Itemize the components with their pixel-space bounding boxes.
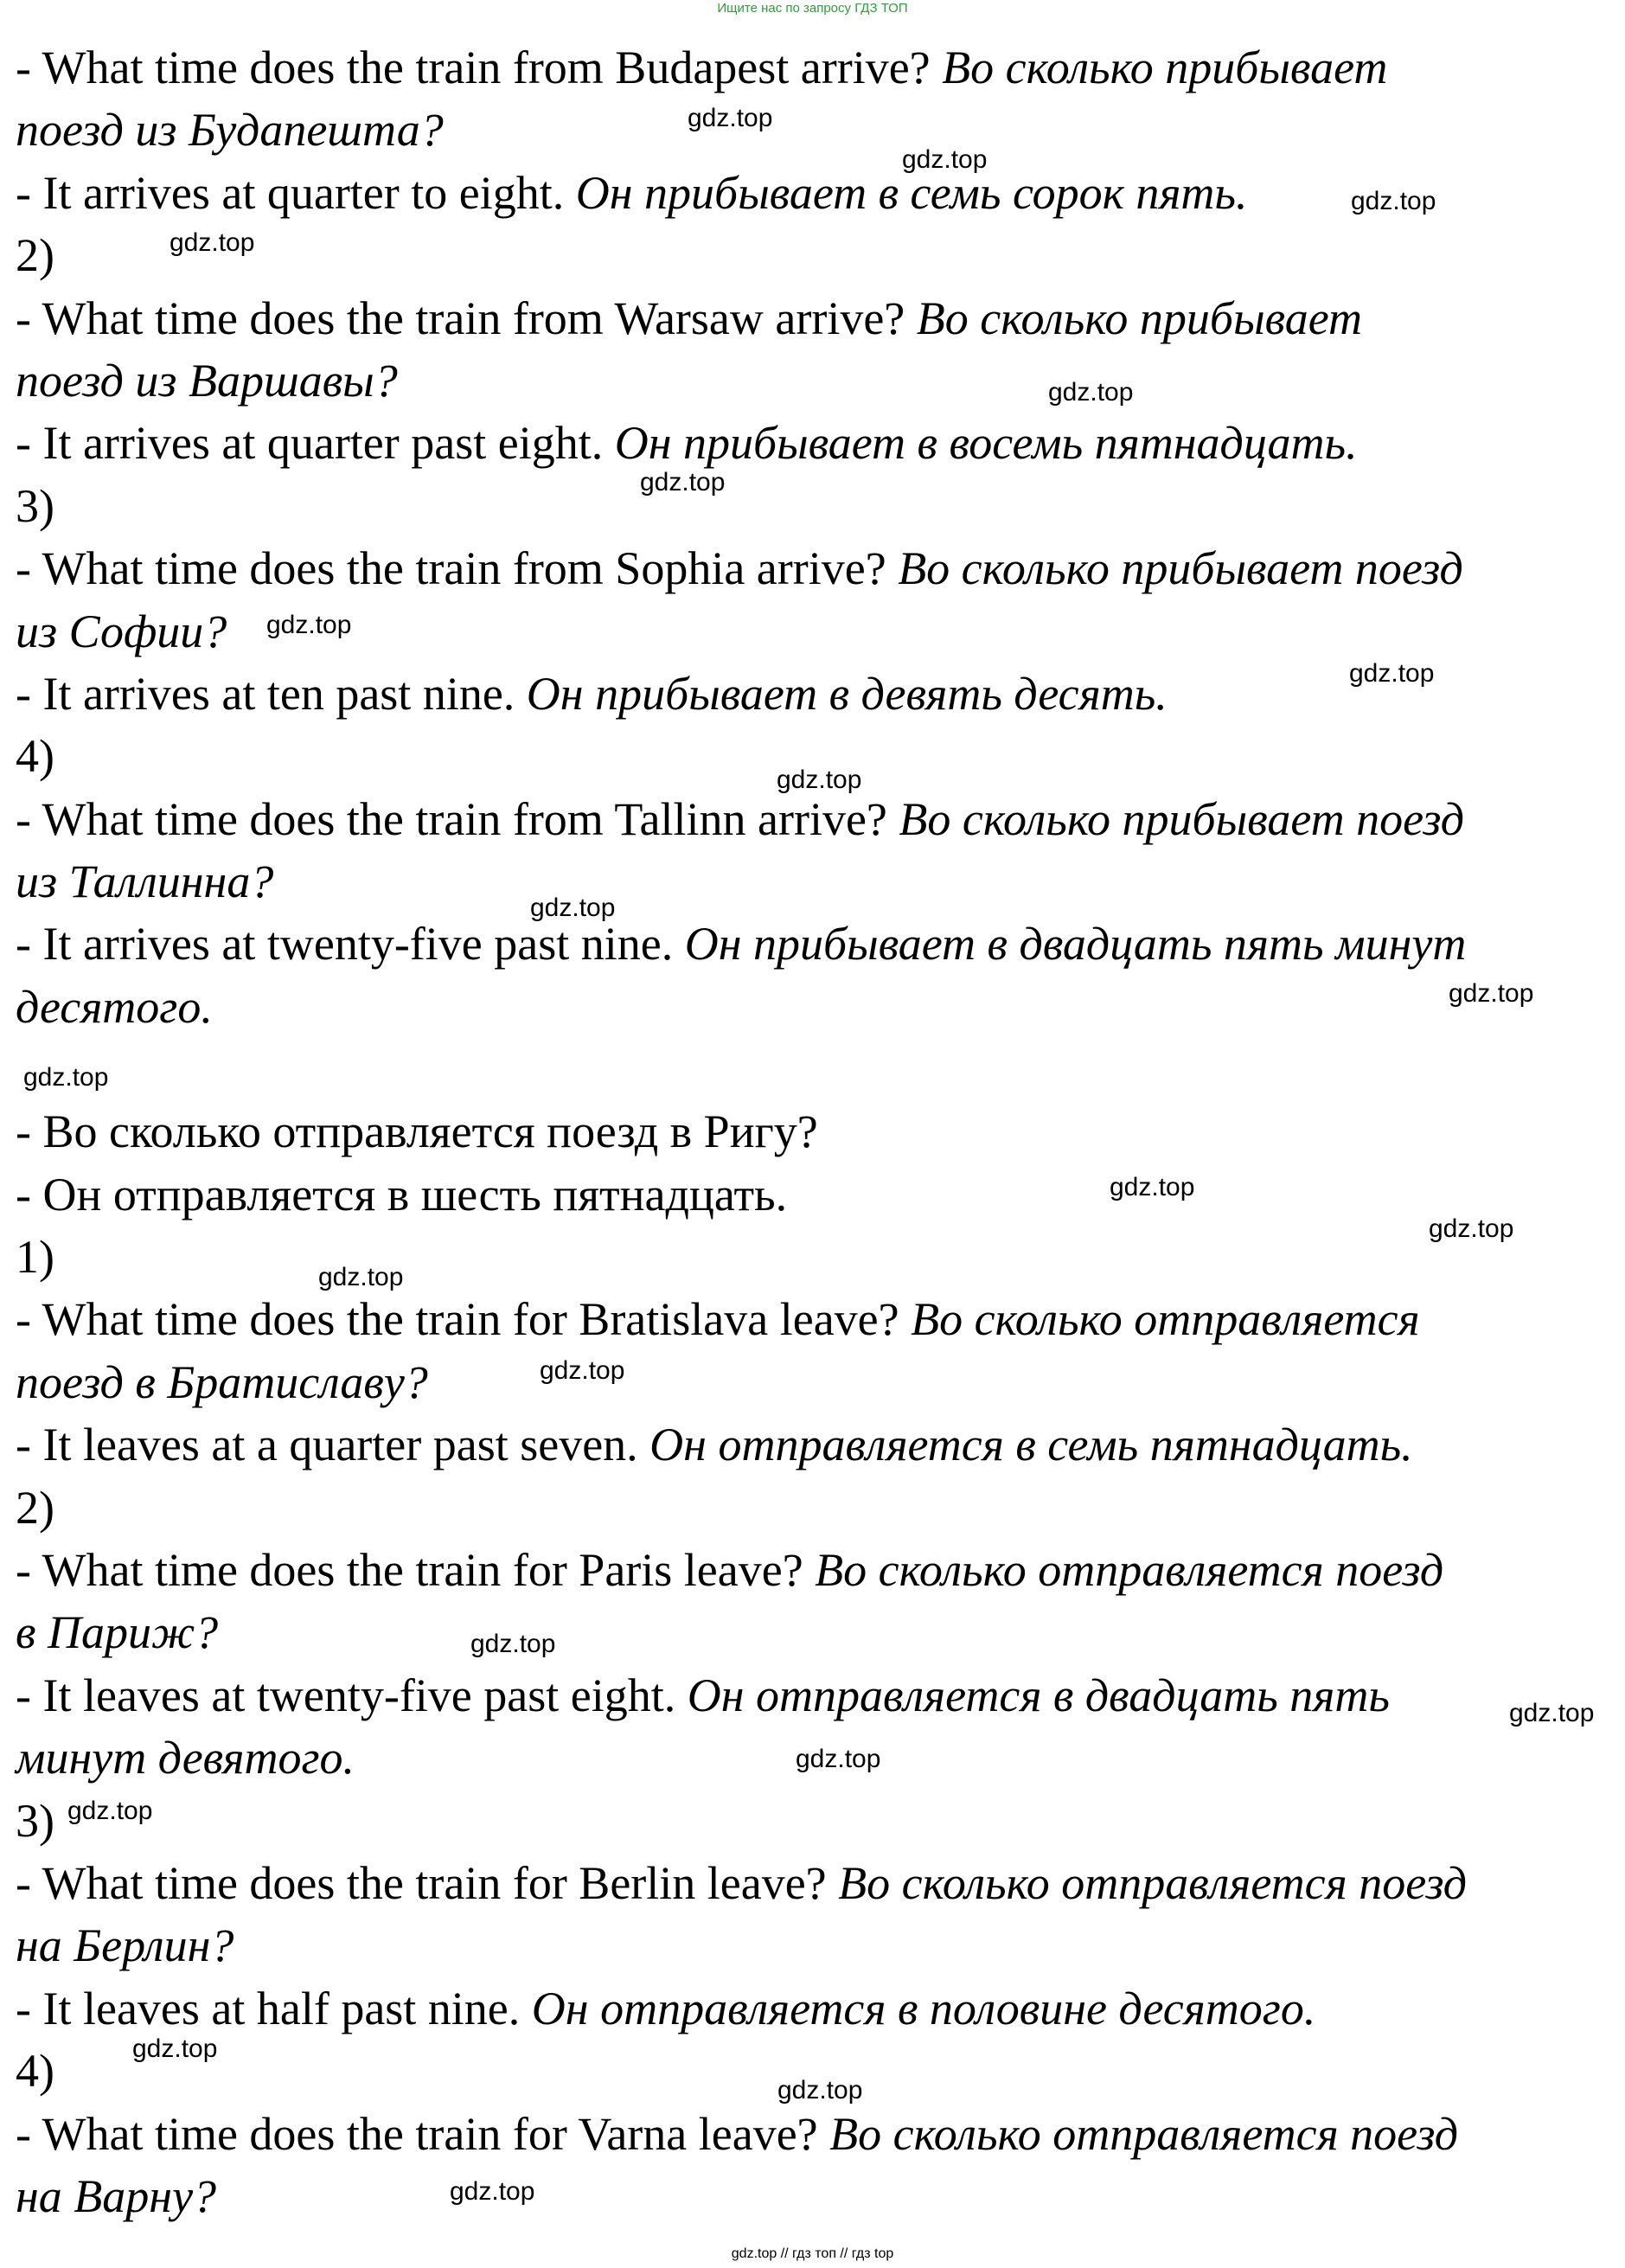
watermark: gdz.top [640, 468, 726, 497]
list-number: 3) [16, 479, 54, 532]
text-line: на Варну? [16, 2169, 217, 2222]
list-number: 3) [16, 1794, 54, 1847]
text-line: на Берлин? [16, 1919, 234, 1972]
text-line: - What time does the train from Tallinn arrive? Во сколько прибывает поезд [16, 792, 1465, 845]
text-line: поезд в Братиславу? [16, 1355, 428, 1408]
watermark: gdz.top [777, 766, 862, 794]
text-line: в Париж? [16, 1606, 219, 1659]
watermark: gdz.top [902, 145, 988, 174]
watermark: gdz.top [132, 2034, 218, 2063]
footer-watermark: gdz.top // гдз топ // гдз top [731, 2246, 894, 2261]
text-line: - What time does the train from Sophia arrive? Во сколько прибывает поезд [16, 542, 1463, 595]
text-line: - What time does the train for Varna leave? Во сколько отправляется поезд [16, 2107, 1459, 2160]
list-number: 4) [16, 2045, 54, 2098]
watermark: gdz.top [470, 1630, 556, 1658]
list-number: 1) [16, 1231, 54, 1284]
watermark: gdz.top [1449, 979, 1534, 1008]
watermark: gdz.top [540, 1356, 625, 1385]
watermark: gdz.top [530, 894, 616, 922]
watermark: gdz.top [450, 2177, 535, 2206]
watermark: gdz.top [23, 1063, 109, 1092]
text-line: - It arrives at ten past nine. Он прибывает в девять десять. [16, 667, 1168, 720]
text-line: - What time does the train from Budapest arrive? Во сколько прибывает [16, 42, 1388, 93]
text-line: - What time does the train for Paris leave? Во сколько отправляется поезд [16, 1543, 1444, 1596]
text-line: десятого. [16, 980, 213, 1033]
text-line: - It arrives at quarter to eight. Он прибывает в семь сорок пять. [16, 166, 1248, 219]
text-line: - What time does the train for Bratislava leave? Во сколько отправляется [16, 1293, 1420, 1346]
text-line: из Софии? [16, 605, 227, 657]
blank-line [16, 1038, 1615, 1100]
text-line: - What time does the train for Berlin leave? Во сколько отправляется поезд [16, 1856, 1468, 1909]
text-line: минут девятого. [16, 1732, 355, 1784]
text-line: - It leaves at twenty-five past eight. Он отправляется в двадцать пять [16, 1669, 1390, 1721]
watermark: gdz.top [318, 1263, 404, 1291]
watermark: gdz.top [170, 228, 255, 257]
watermark: gdz.top [777, 2076, 863, 2105]
text-line: поезд из Будапешта? [16, 104, 444, 157]
watermark: gdz.top [1509, 1699, 1595, 1727]
list-number: 2) [16, 229, 54, 282]
text-line: - Он отправляется в шесть пятнадцать. [16, 1168, 788, 1220]
watermark: gdz.top [1351, 187, 1436, 215]
watermark: gdz.top [1349, 659, 1435, 688]
text-line: - Во сколько отправляется поезд в Ригу? [16, 1105, 818, 1158]
text-line: - It leaves at a quarter past seven. Он отправляется в семь пятнадцать. [16, 1419, 1413, 1471]
top-banner: Ищите нас по запросу ГДЗ ТОП [717, 1, 908, 16]
text-line: - It arrives at twenty-five past nine. Он прибывает в двадцать пять минут [16, 918, 1467, 971]
watermark: gdz.top [1429, 1214, 1514, 1243]
watermark: gdz.top [1110, 1173, 1195, 1201]
document-body [16, 36, 1615, 2227]
watermark: gdz.top [266, 611, 352, 639]
list-number: 2) [16, 1481, 54, 1534]
text-line: из Таллинна? [16, 855, 274, 908]
text-line: - It arrives at quarter past eight. Он прибывает в восемь пятнадцать. [16, 417, 1358, 470]
watermark: gdz.top [796, 1745, 881, 1773]
watermark: gdz.top [688, 104, 773, 132]
text-line: - What time does the train from Warsaw arrive? Во сколько прибывает [16, 292, 1362, 344]
watermark: gdz.top [1048, 378, 1134, 407]
watermark: gdz.top [67, 1797, 153, 1825]
list-number: 4) [16, 730, 54, 783]
text-line: - It leaves at half past nine. Он отправляется в половине десятого. [16, 1982, 1316, 2034]
text-line: поезд из Варшавы? [16, 354, 398, 407]
